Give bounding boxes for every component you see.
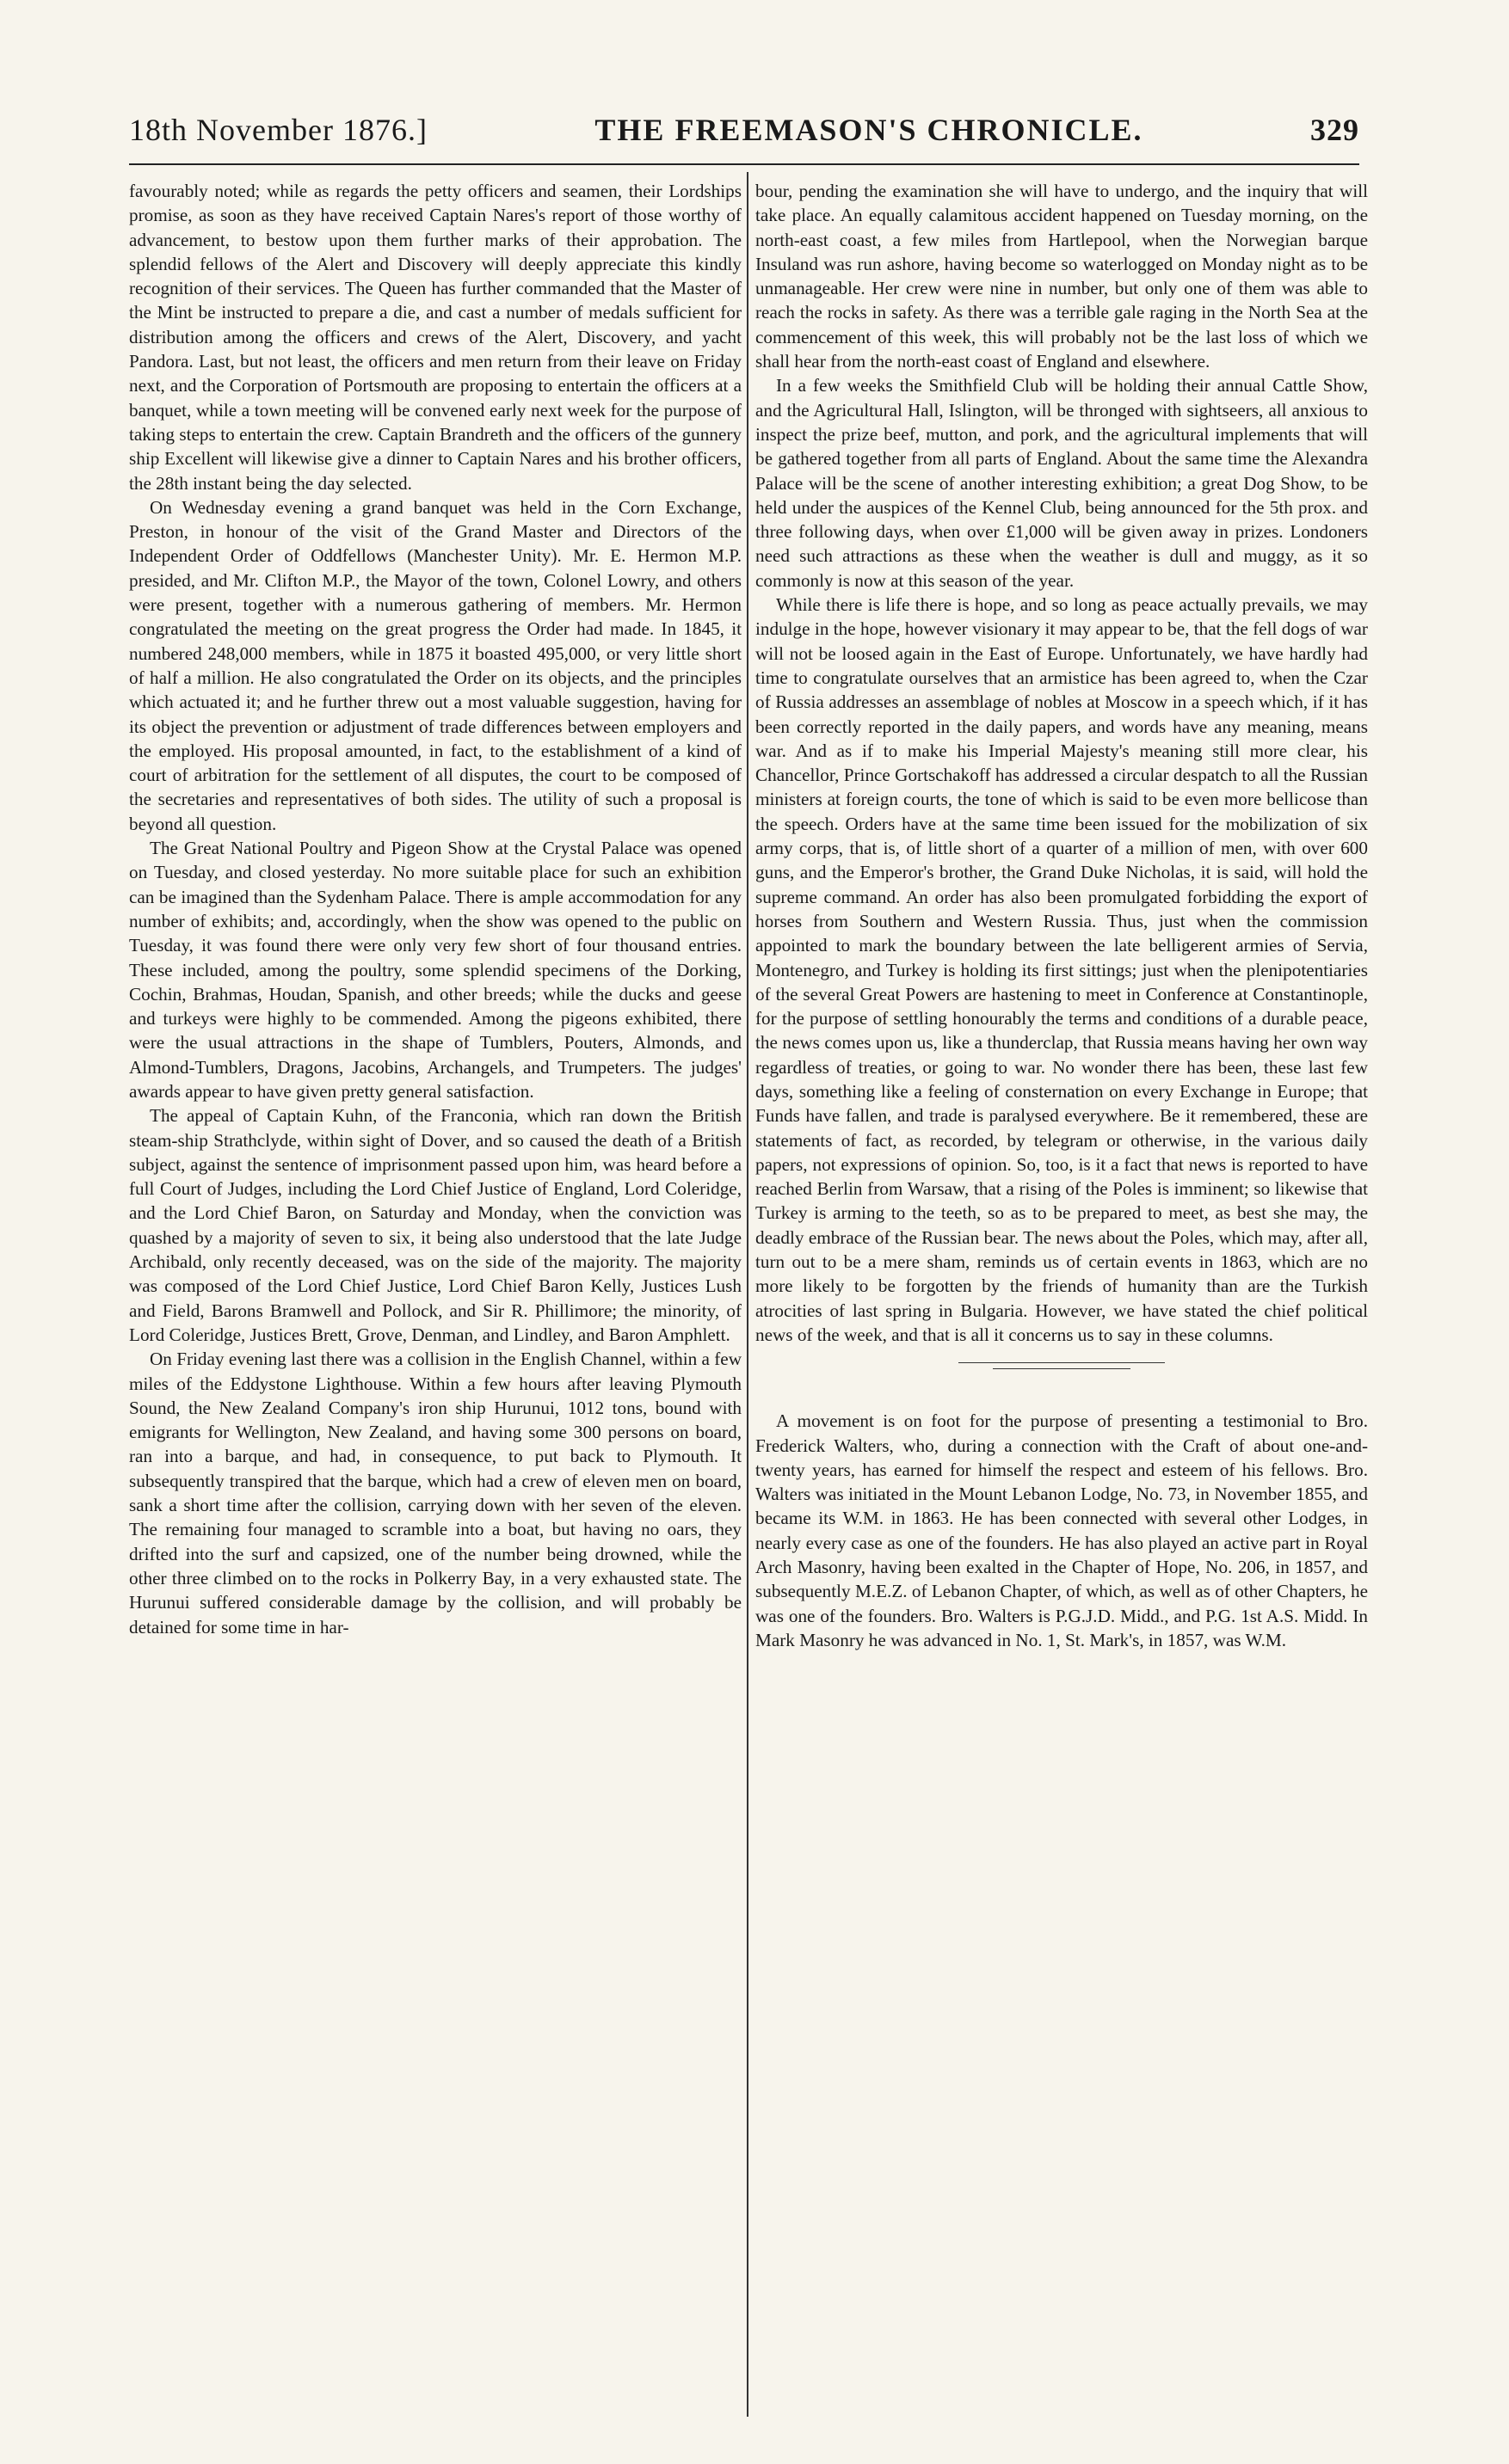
page-number: 329: [1310, 113, 1359, 147]
separator-line: [993, 1368, 1130, 1369]
header-rule: [129, 163, 1359, 165]
article-paragraph: The Great National Poultry and Pigeon Show at the Crystal Palace was opened on Tuesday, and closed yesterday. No more suitable place for such an exhibition can be imagined than the Sydenham Palace. There is ample accommodation for any number of exhibits; and, accordingly, when the show was opened to the public on Tuesday, it was found there were only very few short of four thousand entries. These included, among the poultry, some splendid specimens of the Dorking, Cochin, Brahmas, Houdan, Spanish, and other breeds; while the ducks and geese and turkeys were highly to be commended. Among the pigeons exhibited, there were the usual attractions in the shape of Tumblers, Pouters, Almonds, and Almond-Tumblers, Dragons, Jacobins, Archangels, and Trumpeters. The judges' awards appear to have given pretty general satisfaction.: [129, 838, 742, 1102]
right-column: [755, 179, 1368, 2424]
article-paragraph: A movement is on foot for the purpose of presenting a testimonial to Bro. Frederick Walters, who, during a connection with the Craft of about one-and-twenty years, has earned for himself the respect and esteem of his fellows. Bro. Walters was initiated in the Mount Lebanon Lodge, No. 73, in November 1855, and became its W.M. in 1863. He has been connected with several other Lodges, in nearly every case as one of the founders. He has also played an active part in Royal Arch Masonry, having been exalted in the Chapter of Hope, No. 206, in 1857, and subsequently M.E.Z. of Lebanon Chapter, of which, as well as of other Chapters, he was one of the founders. Bro. Walters is P.G.J.D. Midd., and P.G. 1st A.S. Midd. In Mark Masonry he was advanced in No. 1, St. Mark's, in 1857, was W.M.: [755, 1410, 1368, 1650]
article-paragraph: bour, pending the examination she will have to undergo, and the inquiry that will take place. An equally calamitous accident happened on Tuesday morning, on the north-east coast, a few miles from Hartlepool, when the Norwegian barque Insuland was run ashore, having become so waterlogged on Monday night as to be unmanageable. Her crew were nine in number, but only one of them was able to reach the rocks in safety. As there was a terrible gale raging in the North Sea at the commencement of this week, this will probably not be the last loss of which we shall hear from the north-east coast of England and elsewhere.: [755, 181, 1368, 372]
article-paragraph: While there is life there is hope, and so long as peace actually prevails, we may indulge in the hope, however visionary it may appear to be, that the fell dogs of war will not be loosed again in the East of Europe. Unfortunately, we have hardly had time to congratulate ourselves that an armistice has been agreed to, when the Czar of Russia addresses an assemblage of nobles at Moscow in a speech which, if it has been correctly reported in the daily papers, and words have any meaning, means war. And as if to make his Imperial Majesty's meaning still more clear, his Chancellor, Prince Gortschakoff has addressed a circular despatch to all the Russian ministers at foreign courts, the tone of which is said to be even more bellicose than the speech. Orders have at the same time been issued for the mobilization of six army corps, that is, of little short of a quarter of a million of men, with over 600 guns, and the Emperor's brother, the Grand Duke Nicholas, it is said, will hold the supreme command. An order has also been promulgated forbidding the export of horses from Southern and Western Russia. Thus, just when the commission appointed to mark the boundary between the late belligerent armies of Servia, Montenegro, and Turkey is holding its first sittings; just when the plenipotentiaries of the several Great Powers are hastening to meet in Conference at Constantinople, for the purpose of settling honourably the terms and conditions of a durable peace, the news comes upon us, like a thunderclap, that Russia means having her own way regardless of treaties, or going to war. No wonder there has been, these last few days, something like a feeling of consternation on every Exchange in Europe; that Funds have fallen, and trade is paralysed everywhere. Be it remembered, these are statements of fact, as recorded, by telegram or otherwise, in the various daily papers, not expressions of opinion. So, too, is it a fact that news is reported to have reached Berlin from Warsaw, that a rising of the Poles is imminent; so likewise that Turkey is arming to the teeth, so as to be prepared to meet, as best she may, the deadly embrace of the Russian bear. The news about the Poles, which may, after all, turn out to be a mere sham, reminds us of certain events in 1863, which are no more likely to be forgotten by the friends of humanity than are the Turkish atrocities of last spring in Bulgaria. However, we have stated the chief political news of the week, and that is all it concerns us to say in these columns.: [755, 594, 1368, 1345]
section-separator: [755, 1362, 1368, 1369]
article-paragraph: In a few weeks the Smithfield Club will be holding their annual Cattle Show, and the Agricultural Hall, Islington, will be thronged with sightseers, all anxious to inspect the prize beef, mutton, and pork, and the agricultural implements that will be gathered together from all parts of England. About the same time the Alexandra Palace will be the scene of another interesting exhibition; a great Dog Show, to be held under the auspices of the Kennel Club, being announced for the 5th prox. and three following days, when over £1,000 will be given away in prizes. Londoners need such attractions as these when the weather is dull and muggy, as it so commonly is now at this season of the year.: [755, 375, 1368, 591]
column-rule: [747, 172, 748, 2417]
left-column: [129, 179, 742, 2424]
article-paragraph: On Wednesday evening a grand banquet was held in the Corn Exchange, Preston, in honour of the visit of the Grand Master and Directors of the Independent Order of Oddfellows (Manchester Unity). Mr. E. Hermon M.P. presided, and Mr. Clifton M.P., the Mayor of the town, Colonel Lowry, and others were present, together with a numerous gathering of members. Mr. Hermon congratulated the meeting on the great progress the Order had made. In 1845, it numbered 248,000 members, while in 1875 it boasted 495,000, or very little short of half a million. He also congratulated the Order on its objects, and the principles which actuated it; and he further threw out a most valuable suggestion, having for its object the prevention or adjustment of trade differences between employers and the employed. His proposal amounted, in fact, to the establishment of a kind of court of arbitration for the settlement of all disputes, the court to be composed of the secretaries and representatives of both sides. The utility of such a proposal is beyond all question.: [129, 496, 742, 834]
article-paragraph: favourably noted; while as regards the petty officers and seamen, their Lordships promise, as soon as they have received Captain Nares's report of those worthy of advancement, to bestow upon them further marks of their approbation. The splendid fellows of the Alert and Discovery will deeply appreciate this kindly recognition of their services. The Queen has further commanded that the Master of the Mint be instructed to prepare a die, and cast a number of medals sufficient for distribution among the officers and crews of the Alert, Discovery, and yacht Pandora. Last, but not least, the officers and men return from their leave on Friday next, and the Corporation of Portsmouth are proposing to entertain the officers at a banquet, while a town meeting will be convened early next week for the purpose of taking steps to entertain the crew. Captain Brandreth and the officers of the gunnery ship Excellent will likewise give a dinner to Captain Nares and his brother officers, the 28th instant being the day selected.: [129, 181, 742, 494]
article-paragraph: The appeal of Captain Kuhn, of the Franconia, which ran down the British steam-ship Strathclyde, within sight of Dover, and so caused the death of a British subject, against the sentence of imprisonment passed upon him, was heard before a full Court of Judges, including the Lord Chief Justice of England, Lord Coleridge, and the Lord Chief Baron, on Saturday and Monday, when the conviction was quashed by a majority of seven to six, it being also understood that the late Judge Archibald, only recently deceased, was on the side of the majority. The majority was composed of the Lord Chief Justice, Lord Chief Baron Kelly, Justices Lush and Field, Barons Bramwell and Pollock, and Sir R. Phillimore; the minority, of Lord Coleridge, Justices Brett, Grove, Denman, and Lindley, and Baron Amphlett.: [129, 1105, 742, 1345]
separator-line: [958, 1362, 1165, 1363]
publication-title: THE FREEMASON'S CHRONICLE.: [594, 113, 1143, 147]
page-header: [129, 112, 1359, 155]
article-paragraph: On Friday evening last there was a collision in the English Channel, within a few miles of the Eddystone Lighthouse. Within a few hours after leaving Plymouth Sound, the New Zealand Company's iron ship Hurunui, 1012 tons, bound with emigrants for Wellington, New Zealand, and having some 300 persons on board, ran into a barque, and had, in consequence, to put back to Plymouth. It subsequently transpired that the barque, which had a crew of eleven men on board, sank a short time after the collision, carrying down with her seven of the eleven. The remaining four managed to scramble into a boat, but having no oars, they drifted into the surf and capsized, one of the number being drowned, while the other three climbed on to the rocks in Polkerry Bay, in a very exhausted state. The Hurunui suffered considerable damage by the collision, and will probably be detained for some time in har-: [129, 1349, 742, 1638]
issue-date: 18th November 1876.]: [129, 113, 428, 147]
